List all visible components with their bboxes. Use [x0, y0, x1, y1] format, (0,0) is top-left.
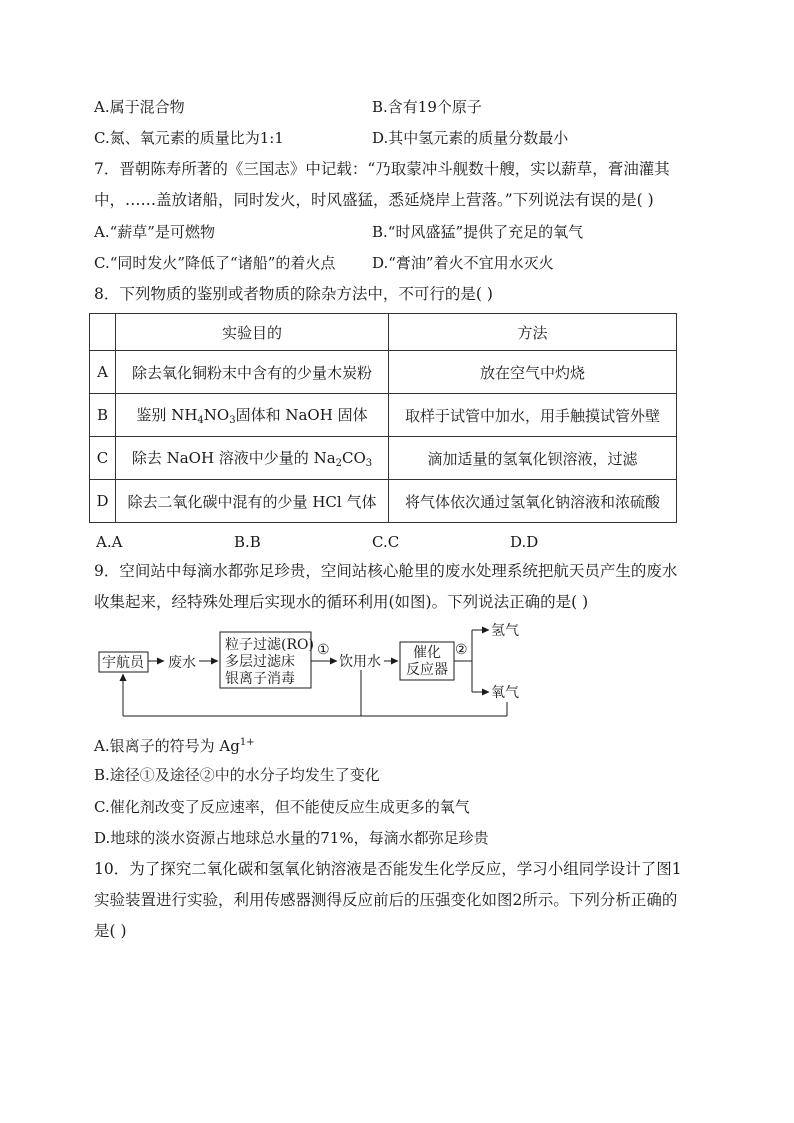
q7-option-b: B.“时风盛猛”提供了充足的氧气: [372, 223, 584, 241]
superscript: 1+: [239, 737, 255, 748]
q6-option-d: D.其中氢元素的质量分数最小: [372, 129, 569, 147]
table-row: [90, 394, 677, 437]
q7-option-a: A.“薪草”是可燃物: [94, 223, 215, 241]
q8-option-d: D.D: [510, 533, 539, 551]
row-method: 放在空气中灼烧: [389, 351, 677, 394]
reactor-line2: 反应器: [406, 662, 448, 678]
row-key: A: [90, 351, 116, 394]
q9-option-c: C.催化剂改变了反应速率，但不能使反应生成更多的氧气: [94, 798, 470, 816]
row-key: B: [90, 394, 116, 437]
q9-option-b: B.途径①及途径②中的水分子均发生了变化: [94, 766, 380, 784]
table-row: [90, 437, 677, 480]
q6-option-a: A.属于混合物: [94, 98, 185, 116]
table-row: [90, 480, 677, 523]
q7-stem-line2: 中，……盖放诸船，同时发火，时风盛猛，悉延烧岸上营落。”下列说法有误的是( ): [94, 191, 654, 209]
q10-stem-line3: 是( ): [94, 922, 127, 940]
table-header-row: [90, 314, 677, 351]
row-goal: [116, 394, 389, 437]
formula-text: CO: [342, 449, 366, 467]
subscript: 3: [229, 415, 236, 426]
subscript: 3: [365, 458, 373, 469]
q7-stem-line1: 7．晋朝陈寿所著的《三国志》中记载：“乃取蒙冲斗舰数十艘，实以薪草，膏油灌其: [94, 160, 670, 178]
q8-option-a: A.A: [96, 533, 123, 551]
wastewater-label: 废水: [168, 655, 196, 671]
formula-text: NO: [203, 406, 230, 424]
formula-text: 鉴别 NH: [136, 406, 198, 424]
row-method: 将气体依次通过氢氧化钠溶液和浓硫酸: [389, 480, 677, 523]
table-header-goal: 实验目的: [116, 314, 389, 351]
q8-stem: 8．下列物质的鉴别或者物质的除杂方法中，不可行的是( ): [94, 285, 493, 303]
row-goal: [116, 437, 389, 480]
hydrogen-label: 氢气: [491, 623, 519, 639]
row-method: 取样于试管中加水，用手触摸试管外壁: [389, 394, 677, 437]
q9-stem-line1: 9．空间站中每滴水都弥足珍贵，空间站核心舱里的废水处理系统把航天员产生的废水: [94, 562, 678, 580]
astronaut-label: 宇航员: [102, 655, 144, 671]
q6-option-c: C.氮、氧元素的质量比为1:1: [94, 129, 284, 147]
row-goal: 除去氧化铜粉末中含有的少量木炭粉: [116, 351, 389, 394]
route-1-label: ①: [317, 642, 330, 658]
table-header-method: 方法: [389, 314, 677, 351]
formula-text: 固体和 NaOH 固体: [235, 406, 368, 424]
route-2-label: ②: [455, 642, 468, 658]
q8-table: [89, 313, 677, 523]
process-line2: 多层过滤床: [225, 654, 295, 670]
q8-option-c: C.C: [372, 533, 400, 551]
option-text: A.银离子的符号为 Ag: [94, 737, 240, 755]
process-line1: 粒子过滤(RO): [225, 637, 314, 653]
q10-stem-line2: 实验装置进行实验，利用传感器测得反应前后的压强变化如图2所示。下列分析正确的: [94, 891, 678, 909]
q8-option-b: B.B: [234, 533, 261, 551]
row-key: C: [90, 437, 116, 480]
drinking-water-label: 饮用水: [339, 654, 381, 670]
table-header-blank: [90, 314, 116, 351]
row-method: 滴加适量的氢氧化钡溶液，过滤: [389, 437, 677, 480]
water-cycle-diagram: [88, 618, 528, 722]
q9-option-d: D.地球的淡水资源占地球总水量的71%，每滴水都弥足珍贵: [94, 829, 489, 847]
q7-option-c: C.“同时发火”降低了“诸船”的着火点: [94, 254, 336, 272]
oxygen-label: 氧气: [491, 685, 519, 701]
process-line3: 银离子消毒: [225, 671, 295, 687]
subscript: 4: [197, 415, 204, 426]
formula-text: 除去 NaOH 溶液中少量的 Na: [131, 449, 336, 467]
row-key: D: [90, 480, 116, 523]
table-row: [90, 351, 677, 394]
subscript: 2: [335, 458, 343, 469]
q7-option-d: D.“膏油”着火不宜用水灭火: [372, 254, 554, 272]
q6-option-b: B.含有19个原子: [372, 98, 482, 116]
q9-stem-line2: 收集起来，经特殊处理后实现水的循环利用(如图)。下列说法正确的是( ): [94, 593, 589, 611]
q10-stem-line1: 10．为了探究二氧化碳和氢氧化钠溶液是否能发生化学反应，学习小组同学设计了图1: [94, 860, 682, 878]
reactor-line1: 催化: [413, 645, 441, 661]
q9-option-a: [94, 733, 255, 756]
row-goal: 除去二氧化碳中混有的少量 HCl 气体: [116, 480, 389, 523]
